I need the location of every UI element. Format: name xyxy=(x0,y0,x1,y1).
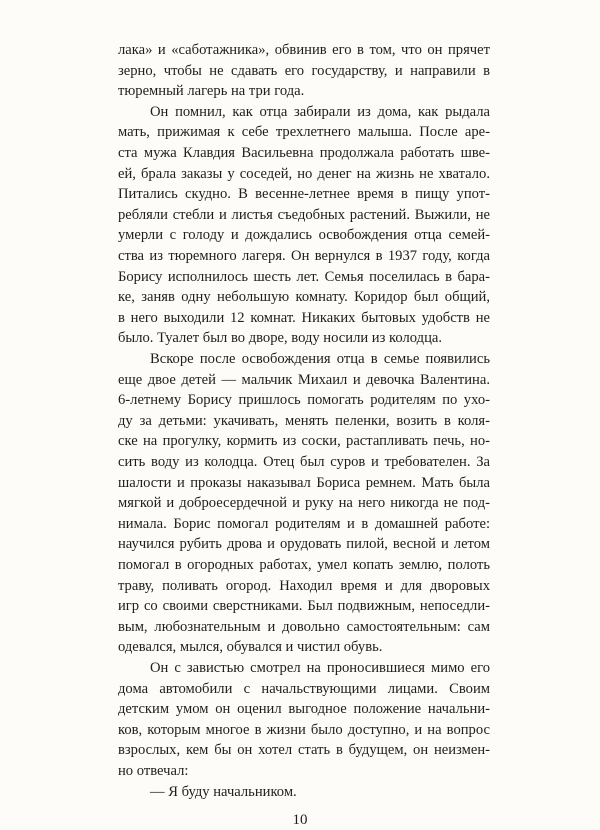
text-line: мать, прижимая к себе трехлетнего малыша. После аре- xyxy=(118,124,490,141)
text-line: — Я буду начальником. xyxy=(150,783,297,800)
text-line: ке, заняв одну небольшую комнату. Коридор был общий, xyxy=(118,289,490,306)
text-line: дома автомобили с начальствующими лицами. Своим xyxy=(118,680,490,697)
text-line: Он с завистью смотрел на проносившиеся мимо его xyxy=(150,660,490,676)
text-line: ства из тюремного лагеря. Он вернулся в 1937 году, когда xyxy=(118,248,490,264)
text-line: в него выходили 12 комнат. Никаких бытовых удобств не xyxy=(118,309,490,326)
text-line: лака» и «саботажника», обвинив его в том, что он прячет xyxy=(118,42,490,58)
text-line: научился рубить дрова и орудовать пилой, весной и летом xyxy=(118,536,490,553)
text-line: взрослых, кем бы он хотел стать в будущем, он неизмен- xyxy=(118,742,490,759)
page-number: 10 xyxy=(292,812,308,829)
text-line: Он помнил, как отца забирали из дома, как рыдала xyxy=(150,103,490,120)
text-line: Борису исполнилось шесть лет. Семья поселилась в бара- xyxy=(118,268,490,285)
text-line: сить воду из колодца. Отец был суров и требователен. За xyxy=(118,454,490,470)
text-line: ребляли стебли и листья съедобных растений. Выжили, не xyxy=(118,206,490,223)
text-line: нимала. Борис помогал родителям и в домашней работе: xyxy=(118,515,490,532)
text-line: ста мужа Клавдия Васильевна продолжала работать шве- xyxy=(118,145,490,161)
text-line: Питались скудно. В весенне-летнее время в пищу упот- xyxy=(118,186,490,203)
text-line: ске на прогулку, кормить из соски, растапливать печь, но- xyxy=(118,433,490,450)
text-line: мягкой и доброесердечной и руку на него никогда не под- xyxy=(118,495,490,512)
text-line: одевался, мылся, обувался и чистил обувь. xyxy=(118,639,383,656)
text-line: помогал в огородных работах, умел копать землю, полоть xyxy=(118,557,490,573)
text-line: но отвечал: xyxy=(118,763,189,779)
text-line: детским умом он оценил выгодное положение начальни- xyxy=(118,701,490,718)
text-line: шалости и проказы наказывал Бориса ремнем. Мать была xyxy=(118,474,490,491)
text-line: зерно, чтобы не сдавать его государству, и направили в xyxy=(118,62,490,79)
text-line: траву, поливать огород. Находил время и для дворовых xyxy=(118,577,490,594)
text-line: Вскоре после освобождения отца в семье появились xyxy=(150,351,490,367)
text-line: еще двое детей — мальчик Михаил и девочка Валентина. xyxy=(118,371,490,388)
text-line: игр со своими сверстниками. Был подвижным, непоседли- xyxy=(118,598,490,615)
text-line: тюремный лагерь на три года. xyxy=(118,83,305,100)
text-line: ков, которым многое в жизни было доступно, и на вопрос xyxy=(118,721,490,738)
text-line: 6-летнему Борису пришлось помогать родителям по ухо- xyxy=(118,392,490,409)
text-line: ду за детьми: укачивать, менять пеленки, возить в коля- xyxy=(118,412,490,429)
text-line: вым, любознательным и довольно самостоятельным: сам xyxy=(118,618,490,635)
text-line: умерли с голоду и дождались освобождения отца семей- xyxy=(118,227,490,244)
text-line: было. Туалет был во дворе, воду носили из колодца. xyxy=(118,330,443,347)
text-line: ей, брала заказы у соседей, но денег на жизнь не хватало. xyxy=(118,165,490,182)
